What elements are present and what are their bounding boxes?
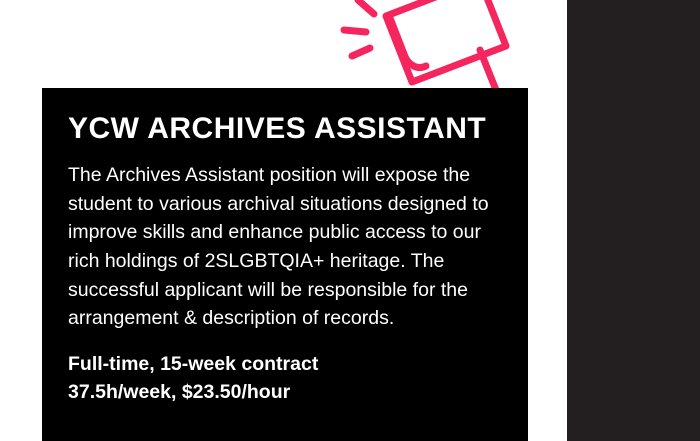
page-title: YCW ARCHIVES ASSISTANT [68, 112, 487, 145]
job-term-line: Full-time, 15-week contract [68, 352, 319, 375]
job-description: The Archives Assistant position will expose the student to various archival situations designed to improve skills and enhance public access to our rich holdings of 2SLGBTQIA+ heritage. The successful applicant will be responsible for the arrangement & description of records. [68, 164, 489, 330]
job-terms [68, 351, 502, 406]
megaphone-icon [330, 0, 525, 94]
job-posting-card [42, 88, 528, 441]
right-color-band [567, 0, 700, 441]
job-term-line: 37.5h/week, $23.50/hour [68, 380, 291, 403]
